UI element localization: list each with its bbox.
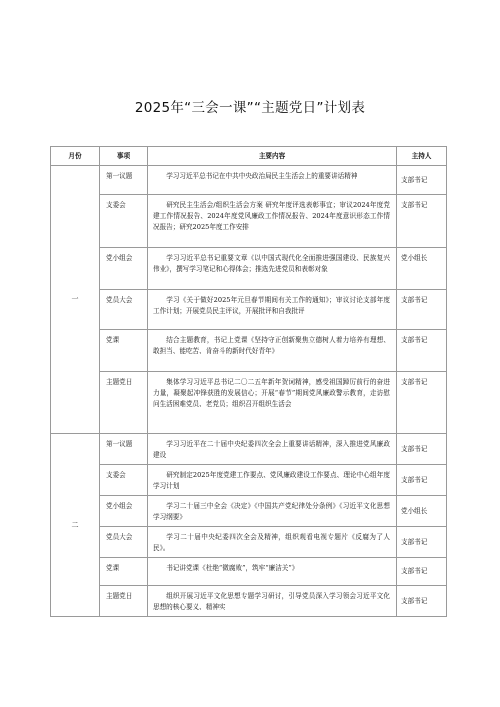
item-cell: 支委会: [100, 465, 148, 496]
host-cell: 支部书记: [397, 558, 447, 586]
content-cell: 学习二十届三中全会《决定》《中国共产党纪律处分条例》《习近平文化思想学习纲要》: [148, 496, 397, 527]
table-row: [51, 166, 447, 195]
host-cell: 支部书记: [397, 465, 447, 496]
content-cell: 学习二十届中央纪委四次全会及精神，组织观看电视专题片《反腐为了人民》。: [148, 527, 397, 558]
host-cell: 支部书记: [397, 372, 447, 434]
item-cell: 主题党日: [100, 372, 148, 434]
table-row: [51, 586, 447, 617]
item-cell: 党员大会: [100, 290, 148, 330]
host-cell: 支部书记: [397, 330, 447, 372]
item-cell: 主题党日: [100, 586, 148, 617]
item-cell: 党员大会: [100, 527, 148, 558]
month-cell: 一: [51, 166, 100, 434]
host-cell: 支部书记: [397, 434, 447, 465]
item-cell: 党小组会: [100, 496, 148, 527]
host-cell: 支部书记: [397, 290, 447, 330]
item-cell: 党课: [100, 558, 148, 586]
content-cell: 研究制定2025年度党建工作要点、党风廉政建设工作要点、理论中心组年度学习计划: [148, 465, 397, 496]
table-row: [51, 527, 447, 558]
table-row: [51, 195, 447, 248]
table-row: [51, 496, 447, 527]
host-cell: 党小组长: [397, 496, 447, 527]
column-header-item: 事项: [100, 147, 148, 166]
table-row: [51, 248, 447, 290]
table-row: [51, 330, 447, 372]
page-title: 2025年“三会一课”“主题党日”计划表: [134, 100, 366, 116]
content-cell: 集体学习习近平总书记二〇二五年新年贺词精神，感受祖国踔厉前行的奋进力量，凝聚起冲锋获胜的发展信心；开展“春节”期间党风廉政警示教育，走访慰问生活困难党员、老党员；组织召开组织生活会: [148, 372, 397, 434]
table-row: [51, 465, 447, 496]
content-cell: 研究民主生活会/组织生活会方案 研究年度评选表彰事宜；审议2024年度党建工作情况报告、2024年度党风廉政工作情况报告、2024年度意识形态工作情况报告；研究2025年度工作安排: [148, 195, 397, 248]
table-header-row: [51, 147, 447, 166]
content-cell: 书记讲党课《杜绝“微腐败”，筑牢“廉洁关”》: [148, 558, 397, 586]
table-row: [51, 290, 447, 330]
host-cell: 支部书记: [397, 166, 447, 195]
content-cell: 学习习近平在二十届中央纪委四次全会上重要讲话精神，深入推进党风廉政建设: [148, 434, 397, 465]
host-cell: 支部书记: [397, 195, 447, 248]
table-row: [51, 372, 447, 434]
item-cell: 第一议题: [100, 166, 148, 195]
table-row: [51, 558, 447, 586]
plan-table: [50, 146, 447, 617]
item-cell: 第一议题: [100, 434, 148, 465]
host-cell: 支部书记: [397, 586, 447, 617]
item-cell: 党课: [100, 330, 148, 372]
content-cell: 学习习近平总书记在中共中央政治局民主生活会上的重要讲话精神: [148, 166, 397, 195]
table-row: [51, 434, 447, 465]
column-header-content: 主要内容: [148, 147, 397, 166]
content-cell: 学习习近平总书记重要文章《以中国式现代化全面推进强国建设、民族复兴伟业》，撰写学习笔记和心得体会；推选先进党员和表彰对象: [148, 248, 397, 290]
content-cell: 学习《关于做好2025年元旦春节期间有关工作的通知》；审议讨论支部年度工作计划；开展党员民主评议，开展批评和自我批评: [148, 290, 397, 330]
column-header-month: 月份: [51, 147, 100, 166]
host-cell: 支部书记: [397, 527, 447, 558]
column-header-host: 主持人: [397, 147, 447, 166]
month-cell: 二: [51, 434, 100, 617]
item-cell: 党小组会: [100, 248, 148, 290]
content-cell: 组织开展习近平文化思想专题学习研讨，引导党员深入学习领会习近平文化思想的核心要义、精神实: [148, 586, 397, 617]
host-cell: 党小组长: [397, 248, 447, 290]
item-cell: 支委会: [100, 195, 148, 248]
content-cell: 结合主题教育，书记上党课《坚持守正创新聚焦立德树人着力培养有理想、敢担当、能吃苦、肯奋斗的新时代好青年》: [148, 330, 397, 372]
